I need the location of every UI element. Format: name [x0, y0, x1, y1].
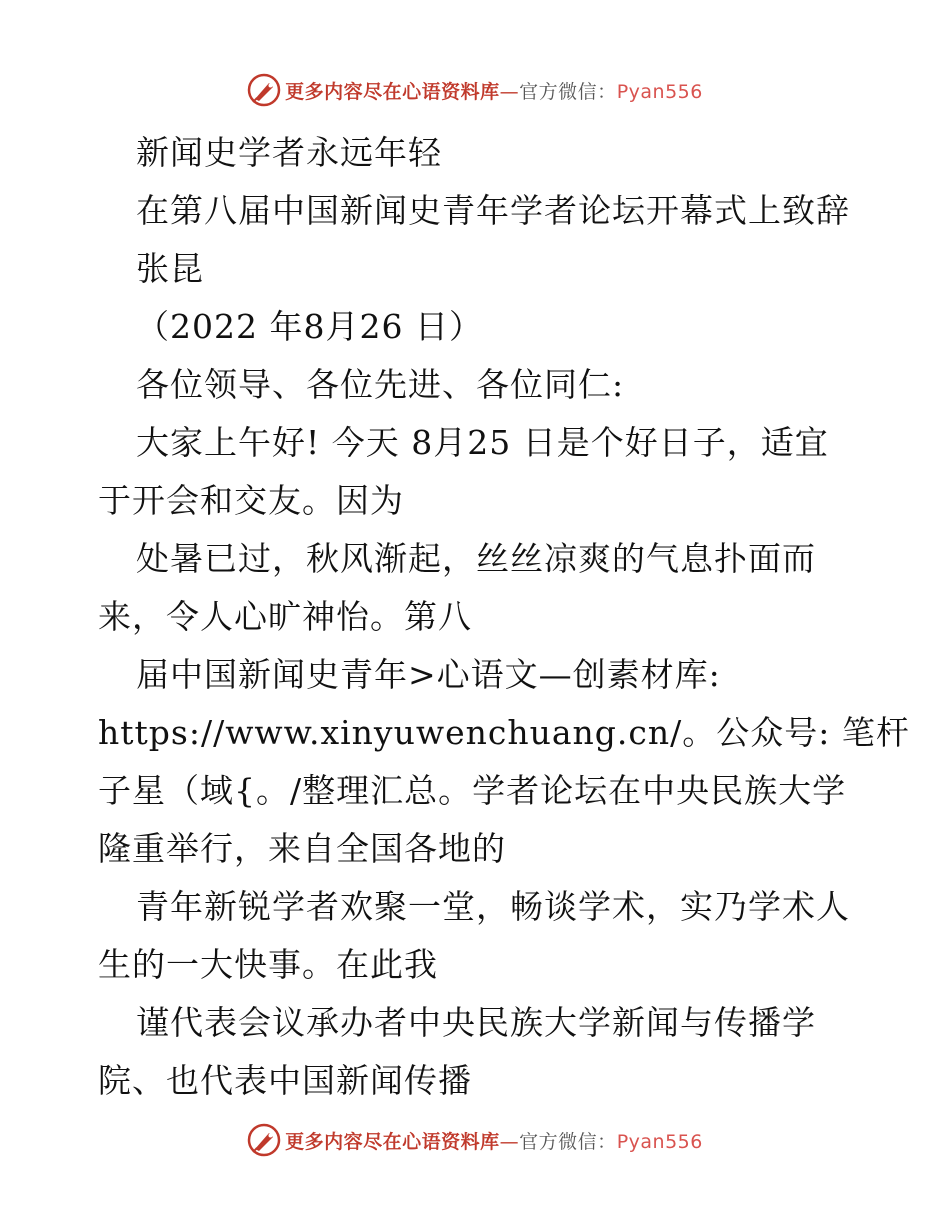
footer-watermark-banner	[0, 1120, 950, 1160]
pen-nib-icon	[247, 73, 281, 107]
banner-sub-text: 官方微信：	[519, 1130, 617, 1153]
paragraph-line: 青年新锐学者欢聚一堂，畅谈学术，实乃学术人	[136, 887, 850, 926]
author-name: 张昆	[136, 249, 204, 288]
paragraph-line: 处暑已过，秋风渐起，丝丝凉爽的气息扑面而	[136, 539, 816, 578]
paragraph-line: 生的一大快事。在此我	[98, 945, 438, 984]
banner-wechat-id: Pyan556	[616, 1130, 703, 1153]
paragraph-line: 届中国新闻史青年>心语文—创素材库:	[136, 655, 721, 694]
banner-dash: —	[499, 80, 520, 103]
banner-dash: —	[499, 1130, 520, 1153]
banner-sub-text: 官方微信：	[519, 80, 617, 103]
paragraph-line: 于开会和交友。因为	[98, 481, 404, 520]
document-body	[98, 124, 910, 1110]
paragraph-line: 院、也代表中国新闻传播	[98, 1061, 472, 1100]
paragraph-line: https://www.xinyuwenchuang.cn/。公众号: 笔杆	[98, 713, 910, 752]
document-title: 新闻史学者永远年轻	[136, 133, 442, 172]
paragraph-line: 隆重举行，来自全国各地的	[98, 829, 506, 868]
paragraph-line: 来，令人心旷神怡。第八	[98, 597, 472, 636]
paragraph-line: 大家上午好! 今天 8月25 日是个好日子，适宜	[136, 423, 829, 462]
paragraph-line: 谨代表会议承办者中央民族大学新闻与传播学	[136, 1003, 816, 1042]
banner-main-text: 更多内容尽在心语资料库	[285, 80, 500, 103]
header-watermark-banner	[0, 70, 950, 110]
banner-main-text: 更多内容尽在心语资料库	[285, 1130, 500, 1153]
document-subtitle: 在第八届中国新闻史青年学者论坛开幕式上致辞	[136, 191, 850, 230]
salutation: 各位领导、各位先进、各位同仁:	[136, 365, 625, 404]
banner-wechat-id: Pyan556	[616, 80, 703, 103]
pen-nib-icon	[247, 1123, 281, 1157]
speech-date: （2022 年8月26 日）	[136, 307, 483, 346]
paragraph-line: 子星（域{。/整理汇总。学者论坛在中央民族大学	[98, 771, 847, 810]
